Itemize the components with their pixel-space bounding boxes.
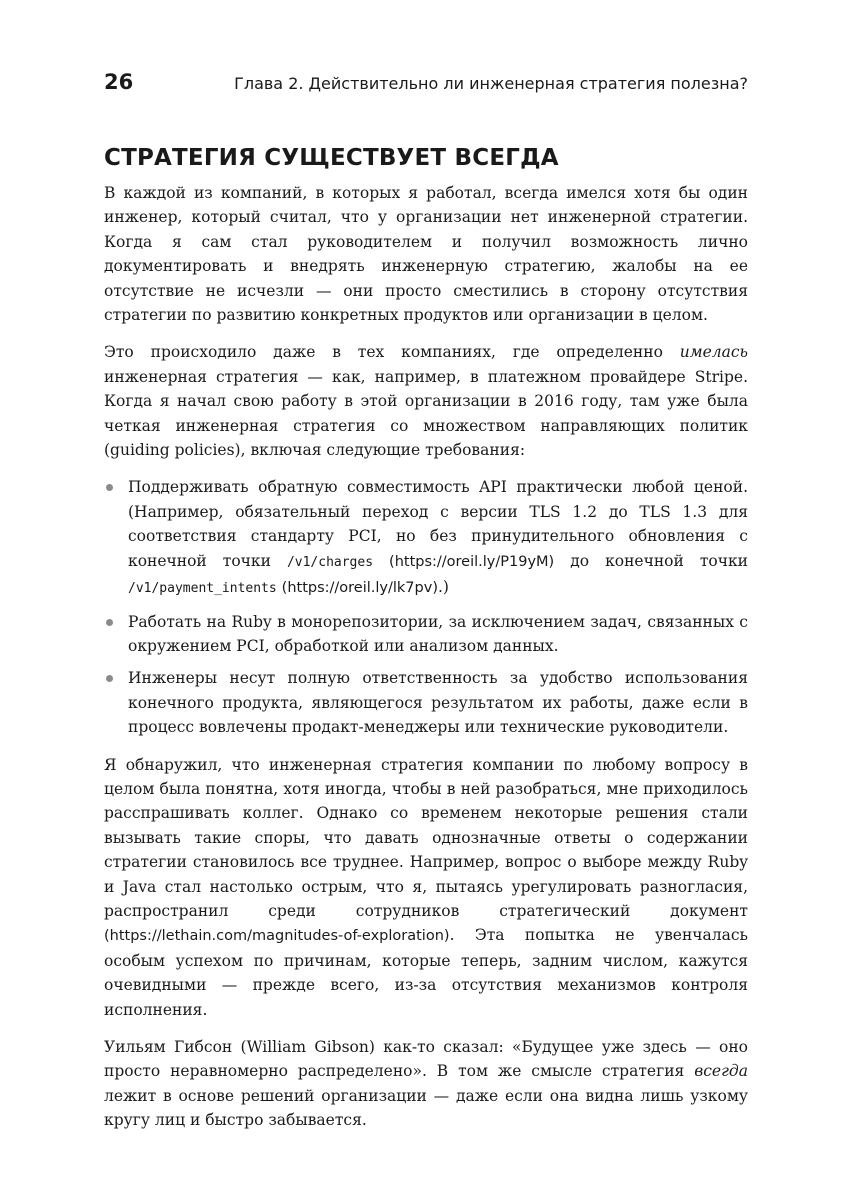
page-content [104,145,748,1146]
paragraph-3-text-end: . Эта попытка не увенчалась особым успехом по причинам, которые теперь, задним числом, кажутся очевидными — прежде всего, из-за отсутствия механизмов контроля исполнения. [104,926,748,1019]
paragraph-2 [104,340,748,462]
endpoint-code-charges: /v1/charges [286,554,374,570]
page-number: 26 [104,70,134,94]
paragraph-4-text-end: лежит в основе решений организации — даже если она видна лишь узкому кругу лиц и быстро забывается. [104,1086,748,1130]
paragraph-1 [104,181,748,327]
paragraph-3 [104,753,748,1022]
list-item [104,610,748,659]
bullet-dot-icon [106,619,113,626]
endpoint-code-payment-intents: /v1/payment_intents [128,581,277,597]
emphasis-had: имелась [679,343,748,362]
paragraph-2-text-start: Это происходило даже в тех компаниях, где определенно [104,343,680,362]
url-link-payment-intents[interactable]: (https://oreil.ly/lk7pv) [281,580,438,597]
policy-list [104,475,748,739]
list-item-text: Поддерживать обратную совместимость API практически любой ценой. (Например, обязательный переход с версии TLS 1.2 до TLS 1.3 для соответствия стандарту PCI, но без принудительного обновления с конечной точки [128,478,748,570]
running-head [104,70,748,94]
emphasis-always: всегда [694,1062,748,1081]
chapter-title: Глава 2. Действительно ли инженерная стратегия полезна? [234,74,748,93]
list-item-text: до конечной точки [554,551,748,570]
bullet-dot-icon [106,675,113,682]
paragraph-4-text-start: Уильям Гибсон (William Gibson) как-то сказал: «Будущее уже здесь — оно просто неравномерно распределено». В том же смысле стратегия [104,1038,748,1081]
url-link-lethain[interactable]: (https://lethain.com/magnitudes-of-exploration) [104,928,450,945]
list-item-text: Инженеры несут полную ответственность за удобство использования конечного продукта, являющегося результатом их работы, даже если в процесс вовлечены продакт-менеджеры или технические руководители. [128,669,748,737]
list-item [104,475,748,601]
bullet-dot-icon [106,484,113,491]
list-item [104,666,748,739]
section-heading: СТРАТЕГИЯ СУЩЕСТВУЕТ ВСЕГДА [104,145,559,171]
list-item-text: Работать на Ruby в монорепозитории, за исключением задач, связанных с окружением PCI, обработкой или анализом данных. [128,612,748,655]
paragraph-2-text-end: инженерная стратегия — как, например, в платежном провайдере Stripe. Когда я начал свою работу в этой организации в 2016 году, там уже была четкая инженерная стратегия со множеством направляющих политик (guiding policies), включая следующие требования: [104,367,748,460]
paragraph-3-text-start: Я обнаружил, что инженерная стратегия компании по любому вопросу в целом была понятна, хотя иногда, чтобы в ней разобраться, мне приходилось расспрашивать коллег. Однако со временем некоторые решения стали вызывать такие споры, что давать однозначные ответы о содержании стратегии становилось все труднее. Например, вопрос о выборе между Ruby и Java стал настолько острым, что я, пытаясь урегулировать разногласия, распространил среди сотрудников стратегический документ [104,755,748,920]
paragraph-1-text: В каждой из компаний, в которых я работал, всегда имелся хотя бы один инженер, который считал, что у организации нет инженерной стратегии. Когда я сам стал руководителем и получил возможность лично документировать и внедрять инженерную стратегию, жалобы на ее отсутствие не исчезли — они просто сместились в сторону отсутствия стратегии по развитию конкретных продуктов или организации в целом. [104,184,748,325]
paragraph-4 [104,1035,748,1133]
url-link-charges[interactable]: (https://oreil.ly/P19yM) [389,553,555,570]
list-item-text: .) [437,578,449,597]
